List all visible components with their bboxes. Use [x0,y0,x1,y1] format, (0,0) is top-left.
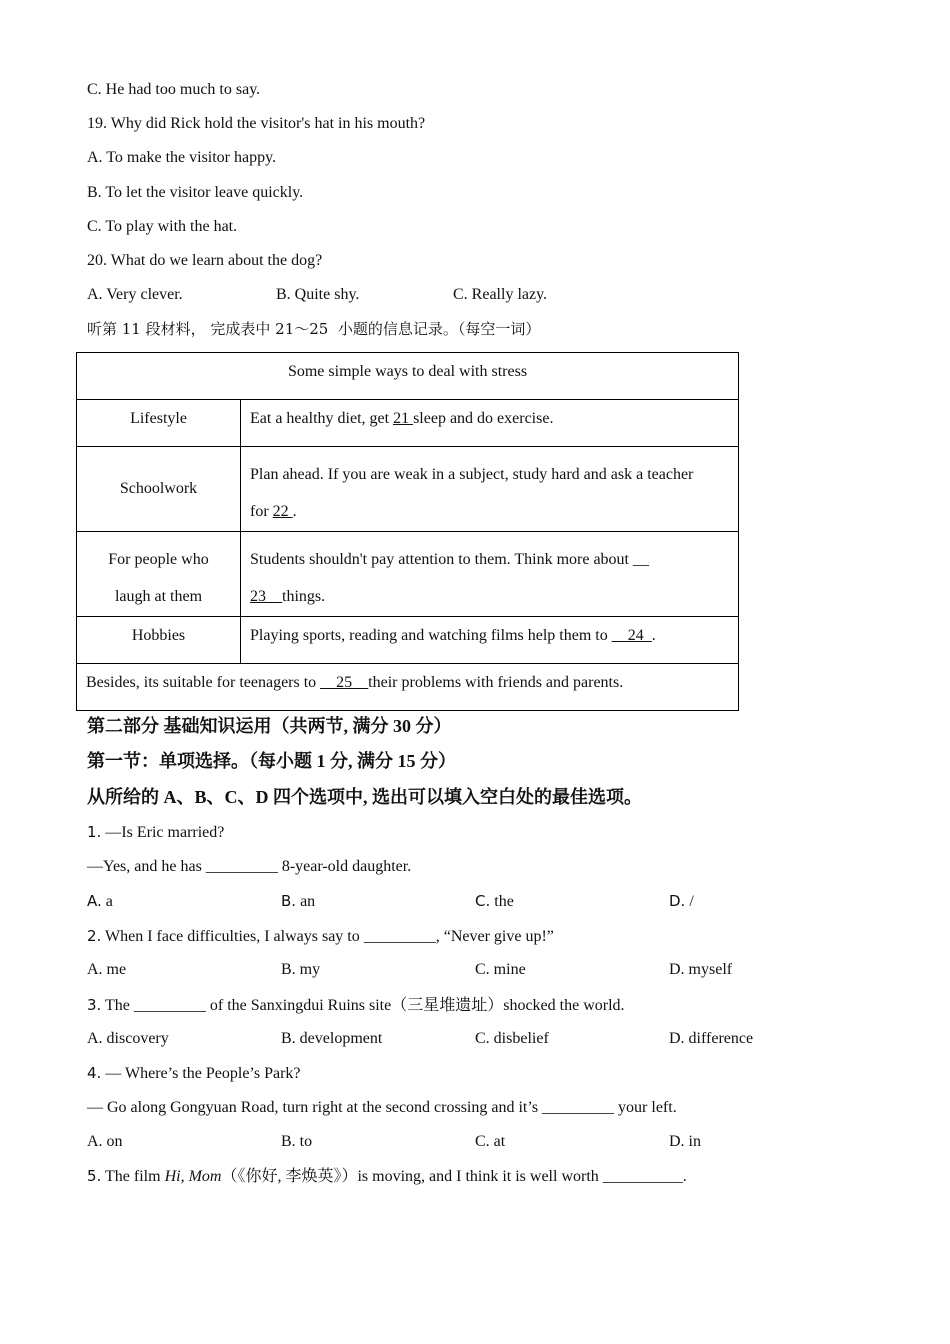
q3-option-b: B. development [281,1030,383,1047]
q1-option-a: A. a [87,892,113,910]
q3-option-a: A. discovery [87,1030,169,1047]
q19-option-a: A. To make the visitor happy. [87,149,277,166]
q5-stem: 5. The film Hi, Mom（《你好, 李焕英》）is moving, and I think it is well worth __________. [87,1167,687,1185]
q1-option-b: B. an [281,892,316,910]
table-row [77,400,739,447]
q3-stem: 3. The _________ of the Sanxingdui Ruins site（三星堆遗址）shocked the world. [87,996,625,1014]
row-label-schoolwork: Schoolwork [119,480,198,497]
row-label-lifestyle: Lifestyle [130,410,187,427]
q1-response: —Yes, and he has _________ 8-year-old daughter. [87,858,412,875]
q20-option-b: B. Quite shy. [276,286,360,303]
q4-option-c: C. at [475,1133,506,1150]
q2-stem: 2. When I face difficulties, I always say to _________, “Never give up!” [87,927,554,945]
q1-option-d: D. / [669,892,694,910]
table-title: Some simple ways to deal with stress [77,353,739,400]
row-label-hobbies: Hobbies [131,627,186,644]
q3-option-d: D. difference [669,1030,754,1047]
table-row [77,532,739,617]
q1-stem: 1. —Is Eric married? [87,823,225,841]
table-row [77,447,739,532]
q20-option-c: C. Really lazy. [453,286,548,303]
q3-option-c: C. disbelief [475,1030,549,1047]
section1-directions: 从所给的 A、B、C、D 四个选项中, 选出可以填入空白处的最佳选项。 [87,787,643,807]
q4-stem: 4. — Where’s the People’s Park? [87,1064,301,1082]
row-content-lifestyle: Eat a healthy diet, get 21 sleep and do exercise. [250,410,554,427]
q4-option-b: B. to [281,1133,313,1150]
row-content-schoolwork: Plan ahead. If you are weak in a subject, study hard and ask a teacher for 22 . [250,466,694,520]
blank-23: 23__ [250,588,282,605]
q20-stem: 20. What do we learn about the dog? [87,252,323,269]
listening-instruction: 听第 11 段材料， 完成表中 21～25 小题的信息记录。（每空一词） [87,320,541,338]
row-content-hobbies: Playing sports, reading and watching films help them to __24_. [250,627,656,644]
q20-option-a: A. Very clever. [87,286,183,303]
blank-21: 21 [393,410,414,427]
q19-stem: 19. Why did Rick hold the visitor's hat in his mouth? [87,115,426,132]
film-title: Hi, Mom [164,1168,222,1185]
q18-option-c: C. He had too much to say. [87,81,261,98]
blank-24: __24_ [611,627,652,644]
q19-option-c: C. To play with the hat. [87,218,238,235]
table-row [77,664,739,711]
q2-option-a: A. me [87,961,127,978]
q4-option-d: D. in [669,1133,701,1150]
q2-option-d: D. myself [669,961,733,978]
q19-option-b: B. To let the visitor leave quickly. [87,184,304,201]
q2-option-c: C. mine [475,961,526,978]
part2-heading: 第二部分 基础知识运用（共两节, 满分 30 分） [87,716,452,736]
q4-response: — Go along Gongyuan Road, turn right at the second crossing and it’s _________ your left. [87,1099,677,1116]
q1-option-c: C. the [475,892,514,910]
section1-heading: 第一节：单项选择。（每小题 1 分, 满分 15 分） [87,751,456,771]
table-footer: Besides, its suitable for teenagers to __25__their problems with friends and parents. [77,664,739,711]
q2-option-b: B. my [281,961,321,978]
row-label-people-who-laugh: For people who laugh at them [108,551,209,605]
blank-25: __25__ [320,674,369,691]
stress-table [76,352,739,711]
blank-22: 22 [272,503,293,520]
q4-option-a: A. on [87,1133,123,1150]
row-content-people-who-laugh: Students shouldn't pay attention to them. Think more about __ 23__things. [250,551,649,605]
table-row [77,617,739,664]
